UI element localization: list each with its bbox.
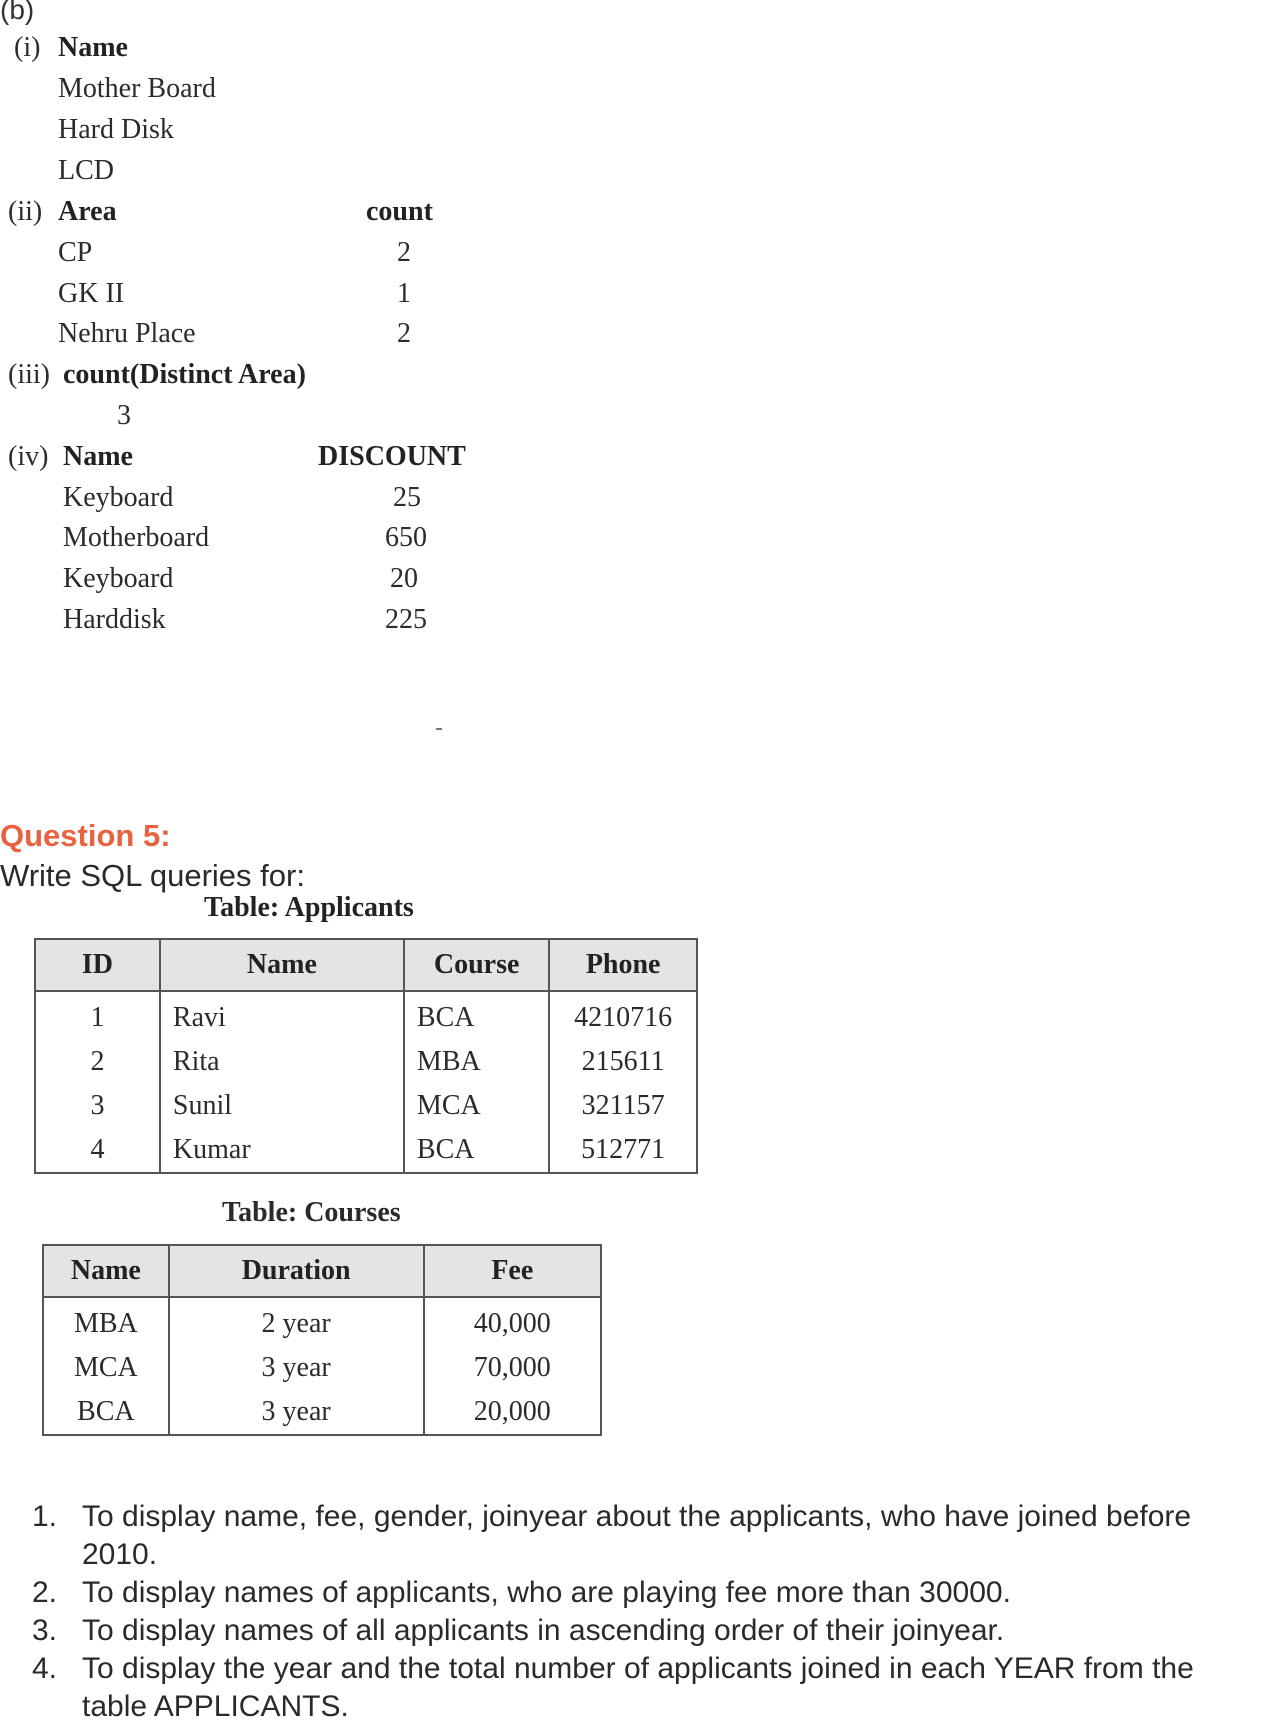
cell-id: 1 [35,991,160,1040]
answer-iv-label: (iv) [8,441,49,472]
courses-table-caption: Table: Courses [222,1197,401,1228]
cell-id: 2 [35,1040,160,1084]
table-row [43,1390,601,1435]
list-item-number: 3. [32,1614,58,1647]
cell-phone: 4210716 [549,991,697,1040]
answer-iv-discount: 650 [385,522,427,553]
cell-course: BCA [404,991,549,1040]
answer-iii-value: 3 [117,400,131,431]
answer-iv-name: Motherboard [63,522,210,553]
answer-iv-name: Keyboard [63,482,174,513]
table-row [35,991,697,1040]
answer-iv-header-discount: DISCOUNT [318,441,466,472]
column-header-fee: Fee [424,1245,601,1297]
query-list [0,1498,1263,1726]
answer-iii-header: count(Distinct Area) [63,359,306,390]
list-item-number: 2. [32,1576,58,1609]
cell-name: BCA [43,1390,169,1435]
cell-phone: 512771 [549,1128,697,1173]
list-item-text: To display names of applicants, who are playing fee more than 30000. [82,1576,1011,1609]
answer-ii-header-area: Area [58,196,117,227]
list-item-text: To display name, fee, gender, joinyear about the applicants, who have joined before 2010. [82,1500,1192,1571]
list-item [0,1498,1263,1574]
cell-duration: 3 year [169,1390,424,1435]
answer-ii-label: (ii) [8,196,43,227]
cell-name: MCA [43,1346,169,1390]
answer-iii-label: (iii) [8,359,50,390]
answer-i-row: LCD [58,155,114,186]
list-item-text: To display names of all applicants in ascending order of their joinyear. [82,1614,1005,1647]
cell-name: Sunil [160,1084,404,1128]
table-header-row [43,1245,601,1297]
cell-name: Rita [160,1040,404,1084]
column-header-course: Course [404,939,549,991]
column-header-duration: Duration [169,1245,424,1297]
answer-iv-header-name: Name [63,441,133,472]
answer-iv-name: Harddisk [63,604,166,635]
answer-ii-count: 2 [397,237,411,268]
list-item-number: 4. [32,1652,58,1685]
answer-i-row: Mother Board [58,73,216,104]
answer-i-row: Hard Disk [58,114,174,145]
applicants-table-caption: Table: Applicants [204,892,414,923]
column-header-name: Name [43,1245,169,1297]
applicants-table [34,938,698,1174]
cell-name: Kumar [160,1128,404,1173]
cell-course: BCA [404,1128,549,1173]
table-row [35,1040,697,1084]
cell-fee: 40,000 [424,1297,601,1346]
cell-fee: 70,000 [424,1346,601,1390]
cell-duration: 2 year [169,1297,424,1346]
question-subtitle: Write SQL queries for: [0,858,305,893]
table-row [43,1346,601,1390]
cell-phone: 321157 [549,1084,697,1128]
answer-ii-area: GK II [58,278,125,309]
part-label: (b) [0,0,35,25]
cell-id: 3 [35,1084,160,1128]
list-item [0,1650,1263,1726]
answer-ii-header-count: count [366,196,433,227]
answer-ii-area: CP [58,237,93,268]
answer-iv-discount: 25 [393,482,421,513]
list-item [0,1612,1263,1650]
stray-mark [436,728,442,730]
list-item-number: 1. [32,1500,58,1533]
answer-i-label: (i) [14,32,41,63]
answer-ii-count: 1 [397,278,411,309]
cell-id: 4 [35,1128,160,1173]
answer-iv-discount: 225 [385,604,427,635]
column-header-phone: Phone [549,939,697,991]
table-row [35,1128,697,1173]
column-header-name: Name [160,939,404,991]
answer-i-header: Name [58,32,128,63]
table-row [43,1297,601,1346]
question-title: Question 5: [0,818,171,853]
table-row [35,1084,697,1128]
cell-name: Ravi [160,991,404,1040]
answer-ii-area: Nehru Place [58,318,196,349]
cell-name: MBA [43,1297,169,1346]
answer-iv-name: Keyboard [63,563,174,594]
answer-iv-discount: 20 [390,563,418,594]
list-item [0,1574,1263,1612]
courses-table [42,1244,602,1436]
cell-course: MBA [404,1040,549,1084]
table-header-row [35,939,697,991]
column-header-id: ID [35,939,160,991]
cell-duration: 3 year [169,1346,424,1390]
cell-fee: 20,000 [424,1390,601,1435]
answer-ii-count: 2 [397,318,411,349]
cell-course: MCA [404,1084,549,1128]
cell-phone: 215611 [549,1040,697,1084]
list-item-text: To display the year and the total number of applicants joined in each YEAR from the table APPLICANTS. [82,1652,1194,1723]
